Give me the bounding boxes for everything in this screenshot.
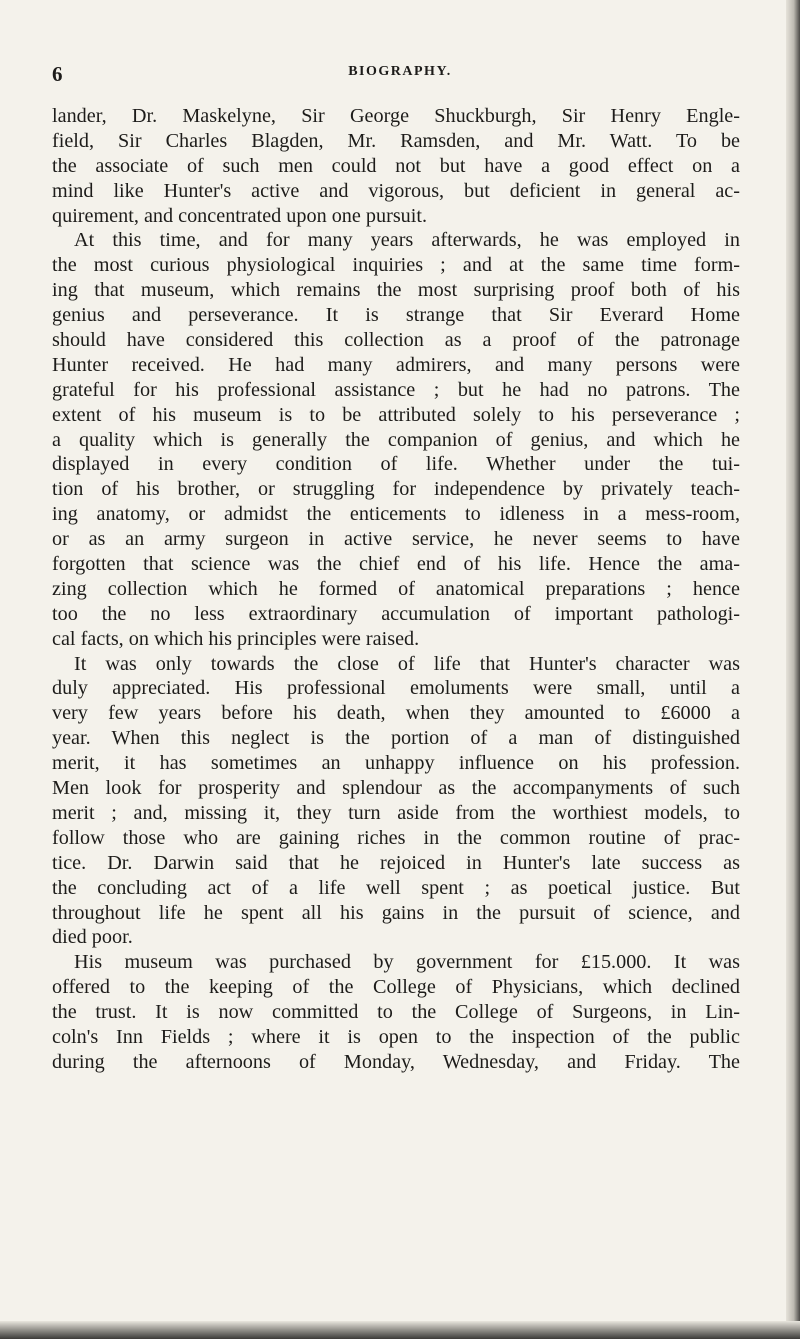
page-number: 6	[52, 62, 63, 86]
body-text	[52, 104, 740, 1075]
text-line: merit ; and, missing it, they turn aside from the worthiest models, to	[52, 801, 740, 824]
text-line: forgotten that science was the chief end of his life. Hence the ama-	[52, 553, 740, 576]
text-line: should have considered this collection as a proof of the patronage	[52, 329, 740, 352]
text-line: the trust. It is now committed to the College of Surgeons, in Lin-	[52, 1001, 740, 1024]
text-line: merit, it has sometimes an unhappy influence on his profession.	[52, 752, 740, 775]
text-line: cal facts, on which his principles were raised.	[52, 627, 420, 650]
text-line: It was only towards the close of life that Hunter's character was	[74, 652, 740, 675]
text-line: offered to the keeping of the College of Physicians, which declined	[52, 976, 740, 999]
text-line: extent of his museum is to be attributed solely to his perseverance ;	[52, 403, 740, 426]
text-line: ing that museum, which remains the most surprising proof both of his	[52, 279, 740, 302]
text-line: the concluding act of a life well spent ; as poetical justice. But	[52, 876, 740, 899]
text-line: lander, Dr. Maskelyne, Sir George Shuckburgh, Sir Henry Engle-	[52, 105, 740, 127]
text-line: tice. Dr. Darwin said that he rejoiced in Hunter's late success as	[52, 851, 740, 874]
page-edge-shadow-bottom	[0, 1321, 800, 1339]
text-line: the associate of such men could not but have a good effect on a	[52, 154, 740, 177]
text-line: His museum was purchased by government for £15.000. It was	[74, 951, 740, 974]
text-line: zing collection which he formed of anatomical preparations ; hence	[52, 577, 740, 600]
text-line: coln's Inn Fields ; where it is open to the inspection of the public	[52, 1025, 740, 1048]
text-line: throughout life he spent all his gains in the pursuit of science, and	[52, 901, 740, 924]
text-line: displayed in every condition of life. Whether under the tui-	[52, 453, 740, 476]
text-line: very few years before his death, when they amounted to £6000 a	[52, 702, 740, 725]
text-line: a quality which is generally the companion of genius, and which he	[52, 428, 740, 451]
text-line: mind like Hunter's active and vigorous, but deficient in general ac-	[52, 179, 740, 202]
text-line: genius and perseverance. It is strange that Sir Everard Home	[52, 304, 740, 327]
text-line: during the afternoons of Monday, Wednesday, and Friday. The	[52, 1050, 740, 1073]
running-head: BIOGRAPHY.	[348, 64, 452, 79]
text-line: too the no less extraordinary accumulation of important pathologi-	[52, 602, 740, 625]
text-line: field, Sir Charles Blagden, Mr. Ramsden, and Mr. Watt. To be	[52, 129, 740, 152]
text-line: the most curious physiological inquiries ; and at the same time form-	[52, 254, 740, 277]
text-line: At this time, and for many years afterwards, he was employed in	[74, 229, 740, 252]
text-line: ing anatomy, or admidst the enticements to idleness in a mess-room,	[52, 503, 740, 526]
text-line: quirement, and concentrated upon one pursuit.	[52, 204, 428, 227]
text-line: duly appreciated. His professional emoluments were small, until a	[52, 677, 740, 700]
text-line: or as an army surgeon in active service, he never seems to have	[52, 528, 740, 551]
text-line: Men look for prosperity and splendour as the accompanyments of such	[52, 777, 740, 800]
page-edge-shadow-right	[786, 0, 800, 1339]
text-line: Hunter received. He had many admirers, and many persons were	[52, 353, 740, 376]
text-line: year. When this neglect is the portion of a man of distinguished	[52, 727, 740, 750]
text-line: tion of his brother, or struggling for independence by privately teach-	[52, 478, 740, 501]
text-line: follow those who are gaining riches in the common routine of prac-	[52, 826, 740, 849]
text-line: grateful for his professional assistance ; but he had no patrons. The	[52, 378, 740, 401]
text-line: died poor.	[52, 926, 133, 949]
